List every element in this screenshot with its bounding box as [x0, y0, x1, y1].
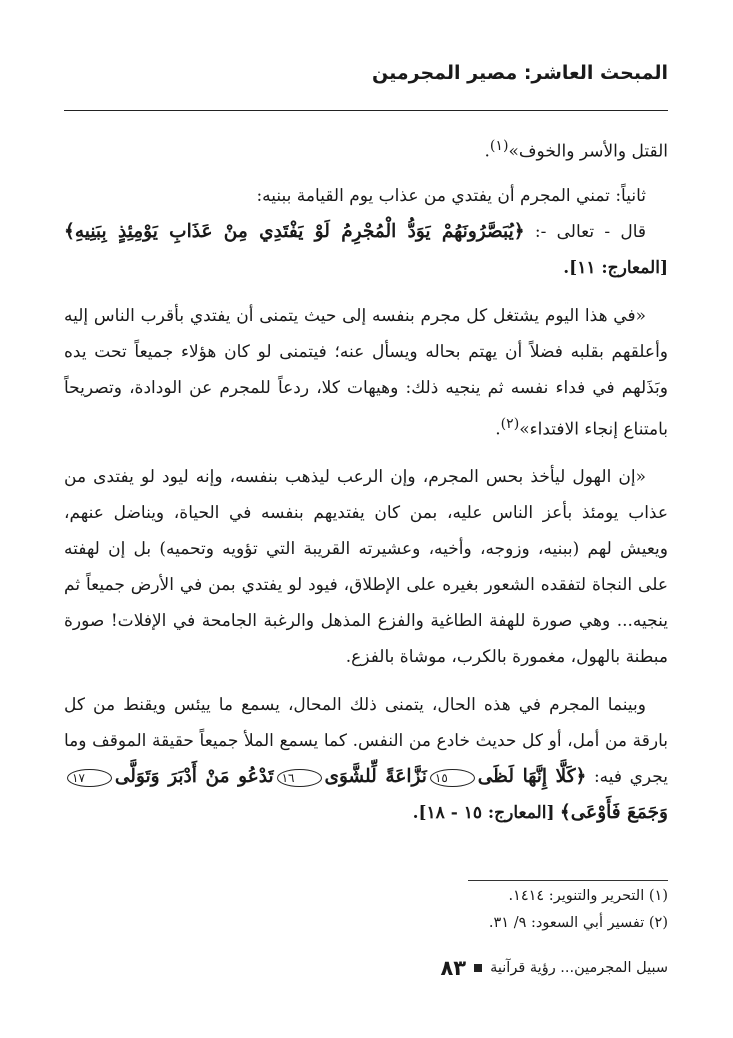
- page-number: ٨٣: [440, 956, 467, 980]
- verse-intro: قال - تعالى -:: [534, 221, 647, 242]
- page-footer: [64, 953, 668, 983]
- quran-verse-16: نَزَّاعَةً لِّلشَّوَى: [324, 766, 427, 788]
- paragraph-4: [64, 298, 668, 448]
- ayah-number-16: ١٦: [277, 769, 322, 787]
- quran-verse-15: ﴿كَلَّا إِنَّهَا لَظَى: [477, 766, 587, 788]
- paragraph-4-text: «في هذا اليوم يشتغل كل مجرم بنفسه إلى حيث يتمنى أن يفتدي بأقرب الناس إليه وأعلقهم بقلبه فضلاً أن يهتم بحاله ويسأل عنه؛ فيتمنى لو كان هؤلاء جميعاً تحت يده وبَذَلهم في فداء نفسه ثم ينجيه ذلك: وهيهات كلا، ردعاً للمجرم عن الودادة، وتصريحاً بامتناع إنجاء الافتداء»: [64, 305, 668, 440]
- footnote-divider: [468, 880, 668, 881]
- paragraph-5: «إن الهول ليأخذ بحس المجرم، وإن الرعب ليذهب بنفسه، وإنه ليود لو يفتدى من عذاب يومئذ بأعز الناس عليه، بمن كان يفتديهم بنفسه في الحياة، ويناضل عنهم، ويعيش لهم (ببنيه، وزوجه، وأخيه، وعشيرته القريبة التي تؤويه وتحميه) بل إن لهفته على النجاة لتفقده الشعور بغيره على الإطلاق، فيود لو يفتدي بمن في الأرض جميعاً ثم ينجيه... وهي صورة للهفة الطاغية والفزع المذهل والرغبة الجامحة في الإفلات! صورة مبطنة بالهول، مغمورة بالكرب، موشاة بالفزع.: [64, 467, 668, 668]
- header-divider: [64, 110, 668, 111]
- paragraph-4-end: .: [495, 419, 501, 440]
- footnote-1: (١) التحرير والتنوير: ١٤١٤.: [508, 888, 668, 904]
- paragraph-2: ثانياً: تمني المجرم أن يفتدي من عذاب يوم القيامة ببنيه:: [256, 185, 646, 206]
- quran-verse-17: تَدْعُو مَنْ أَدْبَرَ وَتَوَلَّى: [114, 766, 274, 788]
- paragraph-1-end: .: [484, 141, 490, 162]
- quran-verse-18: وَجَمَعَ فَأَوْعَى﴾: [559, 802, 668, 824]
- paragraph-6-text: وبينما المجرم في هذه الحال، يتمنى ذلك المحال، يسمع ما ييئس ويقنط من كل بارقة من أمل، أو كل حديث خادع من النفس. كما يسمع الملأ جميعاً حقيقة الموقف وما يجري فيه:: [64, 695, 668, 788]
- footnote-marker-2: (٢): [500, 415, 520, 432]
- verse-reference-2: [المعارج: ١٥ - ١٨].: [412, 803, 555, 824]
- quran-verse: ﴿يُبَصَّرُونَهُمْ يَوَدُّ الْمُجْرِمُ لَوْ يَفْتَدِي مِنْ عَذَابِ يَوْمِئِذٍ بِبَنِيهِ﴾: [64, 220, 525, 242]
- square-bullet-icon: [474, 964, 482, 972]
- paragraph-3: [64, 214, 668, 286]
- footnote-marker-1: (١): [489, 138, 509, 154]
- page-body: [64, 128, 668, 831]
- ayah-number-15: ١٥: [430, 769, 475, 787]
- ayah-number-17: ١٧: [67, 769, 112, 787]
- verse-reference: [المعارج: ١١].: [563, 257, 668, 278]
- running-header-title: المبحث العاشر: مصير المجرمين: [372, 62, 668, 84]
- paragraph-6: [64, 687, 668, 831]
- paragraph-1-text: القتل والأسر والخوف»: [508, 141, 668, 162]
- footnote-2: (٢) تفسير أبي السعود: ٩/ ٣١.: [488, 915, 668, 931]
- footer-book-title: سبيل المجرمين... رؤية قرآنية: [490, 960, 668, 976]
- footnotes: [64, 883, 668, 937]
- paragraph-1: [64, 128, 668, 170]
